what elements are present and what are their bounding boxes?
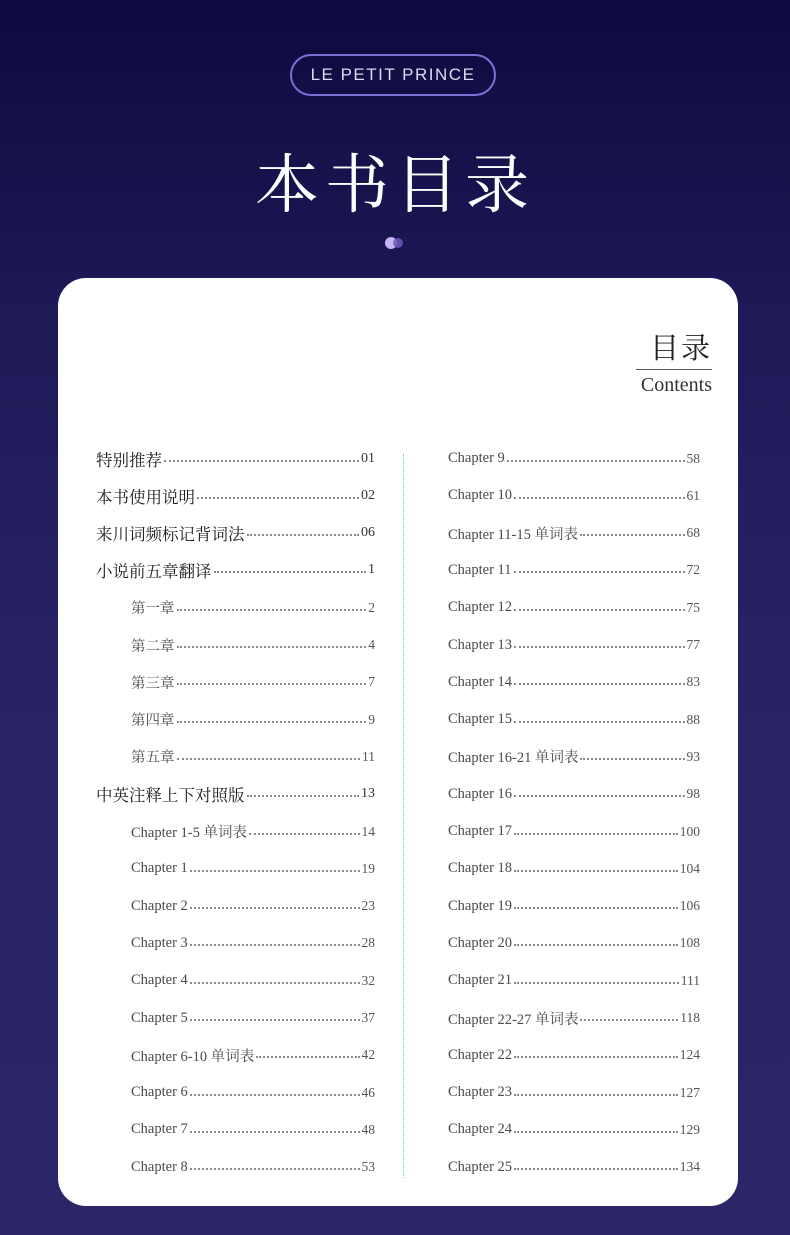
toc-entry[interactable] — [131, 589, 375, 626]
toc-entry-label: Chapter 5 — [131, 1009, 188, 1026]
toc-dot-leader — [514, 982, 679, 984]
toc-dot-leader — [247, 795, 360, 797]
contents-heading-en: Contents — [640, 374, 712, 396]
toc-entry-label: Chapter 19 — [448, 897, 513, 914]
toc-dot-leader — [177, 721, 367, 723]
toc-entry[interactable] — [448, 850, 700, 887]
toc-entry-page: 14 — [361, 823, 375, 839]
toc-dot-leader — [514, 1131, 678, 1133]
toc-entry[interactable] — [96, 515, 375, 552]
toc-entry-page: 28 — [361, 935, 375, 951]
toc-dot-leader — [514, 571, 685, 573]
toc-entry-page: 108 — [679, 935, 700, 951]
inactive-dot — [393, 238, 403, 248]
toc-dot-leader — [514, 1056, 678, 1058]
toc-dot-leader — [514, 609, 684, 611]
toc-entry[interactable] — [448, 813, 700, 850]
toc-entry-page: 134 — [679, 1159, 700, 1175]
toc-entry[interactable] — [131, 813, 375, 850]
toc-entry-page: 7 — [368, 674, 375, 690]
toc-entry[interactable] — [131, 664, 375, 701]
toc-entry[interactable] — [448, 589, 700, 626]
toc-entry-page: 75 — [686, 599, 700, 615]
toc-entry[interactable] — [448, 1149, 700, 1186]
heading-underline — [636, 369, 712, 370]
toc-dot-leader — [514, 646, 684, 648]
toc-dot-leader — [190, 982, 360, 984]
toc-entry-page: 98 — [686, 786, 700, 802]
series-badge — [290, 54, 496, 96]
toc-entry-label: Chapter 18 — [448, 860, 513, 877]
toc-entry[interactable] — [448, 888, 700, 925]
toc-entry-label: Chapter 21 — [448, 972, 513, 989]
toc-entry-page: 124 — [679, 1047, 700, 1063]
toc-entry[interactable] — [96, 440, 375, 477]
toc-dot-leader — [190, 1131, 360, 1133]
toc-entry[interactable] — [448, 1111, 700, 1148]
toc-entry-page: 93 — [686, 748, 700, 764]
toc-entry-label: Chapter 17 — [448, 823, 513, 839]
toc-dot-leader — [507, 460, 685, 462]
toc-entry-page: 4 — [368, 637, 375, 652]
toc-entry-label: Chapter 7 — [131, 1121, 188, 1138]
toc-entry-page: 53 — [361, 1159, 375, 1175]
toc-entry-page: 129 — [679, 1121, 700, 1137]
toc-entry-page: 58 — [686, 450, 700, 466]
toc-entry-label: Chapter 24 — [448, 1121, 513, 1138]
toc-entry-page: 9 — [368, 711, 375, 727]
toc-dot-leader — [514, 907, 678, 909]
toc-entry-page: 77 — [686, 637, 700, 652]
toc-entry-label: Chapter 1 — [131, 860, 188, 877]
toc-entry-page: 13 — [361, 786, 375, 802]
toc-entry[interactable] — [448, 962, 700, 999]
toc-entry-page: 61 — [686, 487, 700, 503]
toc-entry-page: 46 — [361, 1084, 375, 1100]
toc-dot-leader — [247, 534, 360, 536]
toc-dot-leader — [190, 1168, 360, 1170]
toc-entry-label: Chapter 22-27 单词表 — [448, 1011, 579, 1028]
toc-entry-label: Chapter 13 — [448, 636, 513, 653]
toc-entry[interactable] — [448, 1037, 700, 1074]
toc-entry[interactable] — [448, 925, 700, 962]
toc-entry-label: Chapter 20 — [448, 934, 513, 951]
toc-dot-leader — [214, 571, 367, 573]
toc-entry-page: 2 — [368, 599, 375, 615]
toc-entry-label: Chapter 8 — [131, 1158, 188, 1175]
toc-entry[interactable] — [131, 738, 375, 775]
toc-entry-page: 19 — [361, 860, 375, 876]
toc-dot-leader — [514, 683, 684, 685]
toc-dot-leader — [197, 497, 359, 499]
toc-entry[interactable] — [96, 776, 375, 813]
toc-entry[interactable] — [96, 552, 375, 589]
toc-entry[interactable] — [448, 552, 700, 589]
toc-entry-label: 第二章 — [131, 638, 175, 655]
toc-entry-label: Chapter 16 — [448, 785, 513, 802]
toc-entry[interactable] — [131, 962, 375, 999]
toc-dot-leader — [190, 907, 360, 909]
toc-dot-leader — [514, 497, 684, 499]
toc-dot-leader — [177, 683, 367, 685]
toc-entry[interactable] — [131, 1111, 375, 1148]
toc-entry-label: Chapter 10 — [448, 487, 513, 504]
toc-entry[interactable] — [131, 1149, 375, 1186]
toc-dot-leader — [177, 609, 367, 611]
toc-entry-label: Chapter 25 — [448, 1158, 513, 1175]
toc-entry[interactable] — [131, 925, 375, 962]
toc-entry-label: Chapter 11-15 单词表 — [448, 526, 578, 543]
toc-entry-page: 127 — [679, 1084, 700, 1100]
toc-dot-leader — [580, 1019, 678, 1021]
toc-entry-page: 1 — [368, 562, 375, 578]
toc-entry[interactable] — [448, 440, 700, 477]
toc-entry-label: 第五章 — [131, 750, 175, 767]
toc-entry-page: 23 — [361, 898, 375, 914]
toc-entry-label: Chapter 23 — [448, 1084, 513, 1101]
toc-entry-label: 第三章 — [131, 675, 175, 692]
toc-entry[interactable] — [131, 1000, 375, 1037]
toc-entry-page: 118 — [680, 1010, 700, 1025]
toc-dot-leader — [514, 1168, 678, 1170]
toc-entry-label: 中英注释上下对照版 — [96, 786, 245, 806]
toc-entry-label: Chapter 14 — [448, 673, 513, 690]
toc-dot-leader — [177, 646, 367, 648]
toc-entry-label: Chapter 1-5 单词表 — [131, 825, 247, 841]
toc-entry-label: Chapter 3 — [131, 934, 188, 951]
toc-entry[interactable] — [448, 515, 700, 552]
toc-dot-leader — [177, 758, 361, 760]
toc-entry[interactable] — [131, 1074, 375, 1111]
toc-dot-leader — [514, 795, 684, 797]
toc-entry-page: 72 — [686, 562, 700, 578]
toc-entry-label: 来川词频标记背词法 — [96, 525, 245, 545]
contents-card — [58, 278, 738, 1206]
toc-entry[interactable] — [448, 664, 700, 701]
toc-entry-label: 第四章 — [131, 713, 175, 730]
pagination-dots — [385, 237, 409, 249]
toc-entry-label: 特别推荐 — [96, 450, 162, 470]
toc-entry-label: Chapter 2 — [131, 897, 188, 914]
toc-dot-leader — [249, 833, 360, 835]
toc-entry[interactable] — [448, 1000, 700, 1037]
toc-entry-label: 本书使用说明 — [96, 487, 195, 507]
toc-entry-page: 100 — [679, 823, 700, 839]
contents-heading-cn: 目录 — [649, 331, 712, 365]
toc-entry[interactable] — [131, 701, 375, 738]
toc-dot-leader — [256, 1056, 359, 1058]
toc-entry-label: Chapter 4 — [131, 972, 188, 989]
toc-dot-leader — [190, 1019, 360, 1021]
toc-entry-page: 111 — [680, 972, 700, 988]
toc-entry-page: 06 — [361, 525, 375, 541]
toc-entry-page: 68 — [686, 525, 700, 541]
toc-entry-page: 104 — [679, 860, 700, 876]
toc-entry[interactable] — [96, 477, 375, 514]
toc-entry[interactable] — [448, 1074, 700, 1111]
toc-dot-leader — [190, 870, 360, 872]
toc-entry[interactable] — [131, 888, 375, 925]
toc-entry[interactable] — [131, 1037, 375, 1074]
toc-entry-page: 106 — [679, 898, 700, 914]
toc-entry-label: Chapter 12 — [448, 599, 513, 616]
series-badge-label: LE PETIT PRINCE — [310, 65, 476, 84]
toc-entry-label: Chapter 15 — [448, 711, 513, 728]
toc-entry-page: 01 — [361, 450, 375, 466]
toc-entry-label: Chapter 6 — [131, 1084, 188, 1101]
toc-entry-label: 小说前五章翻译 — [96, 562, 212, 582]
toc-dot-leader — [514, 870, 678, 872]
toc-dot-leader — [164, 460, 359, 462]
toc-dot-leader — [514, 833, 678, 835]
toc-entry[interactable] — [131, 850, 375, 887]
toc-entry[interactable] — [131, 627, 375, 664]
toc-entry-page: 37 — [361, 1010, 375, 1025]
toc-dot-leader — [514, 721, 684, 723]
toc-entry-label: Chapter 22 — [448, 1046, 513, 1063]
toc-entry[interactable] — [448, 776, 700, 813]
toc-dot-leader — [190, 1094, 360, 1096]
toc-dot-leader — [514, 944, 678, 946]
toc-dot-leader — [190, 944, 360, 946]
toc-entry-label: Chapter 16-21 单词表 — [448, 750, 579, 767]
toc-entry-page: 88 — [686, 711, 700, 727]
toc-entry-page: 48 — [361, 1121, 375, 1137]
toc-dot-leader — [580, 758, 684, 760]
toc-entry-label: Chapter 9 — [448, 450, 505, 466]
toc-entry-label: Chapter 6-10 单词表 — [131, 1048, 255, 1065]
page-title: 本书目录 — [255, 149, 535, 223]
toc-entry[interactable] — [448, 738, 700, 775]
toc-entry-page: 32 — [361, 972, 375, 988]
toc-entry-page: 02 — [361, 487, 375, 503]
toc-dot-leader — [580, 534, 685, 536]
toc-entry-label: Chapter 11 — [448, 561, 512, 578]
toc-entry-page: 42 — [361, 1047, 375, 1063]
toc-entry-label: 第一章 — [131, 601, 175, 618]
toc-entry-page: 83 — [686, 674, 700, 690]
toc-entry-page: 11 — [362, 748, 375, 764]
toc-entry[interactable] — [448, 477, 700, 514]
toc-entry[interactable] — [448, 701, 700, 738]
column-divider — [403, 454, 404, 1178]
toc-entry[interactable] — [448, 627, 700, 664]
toc-dot-leader — [514, 1094, 678, 1096]
